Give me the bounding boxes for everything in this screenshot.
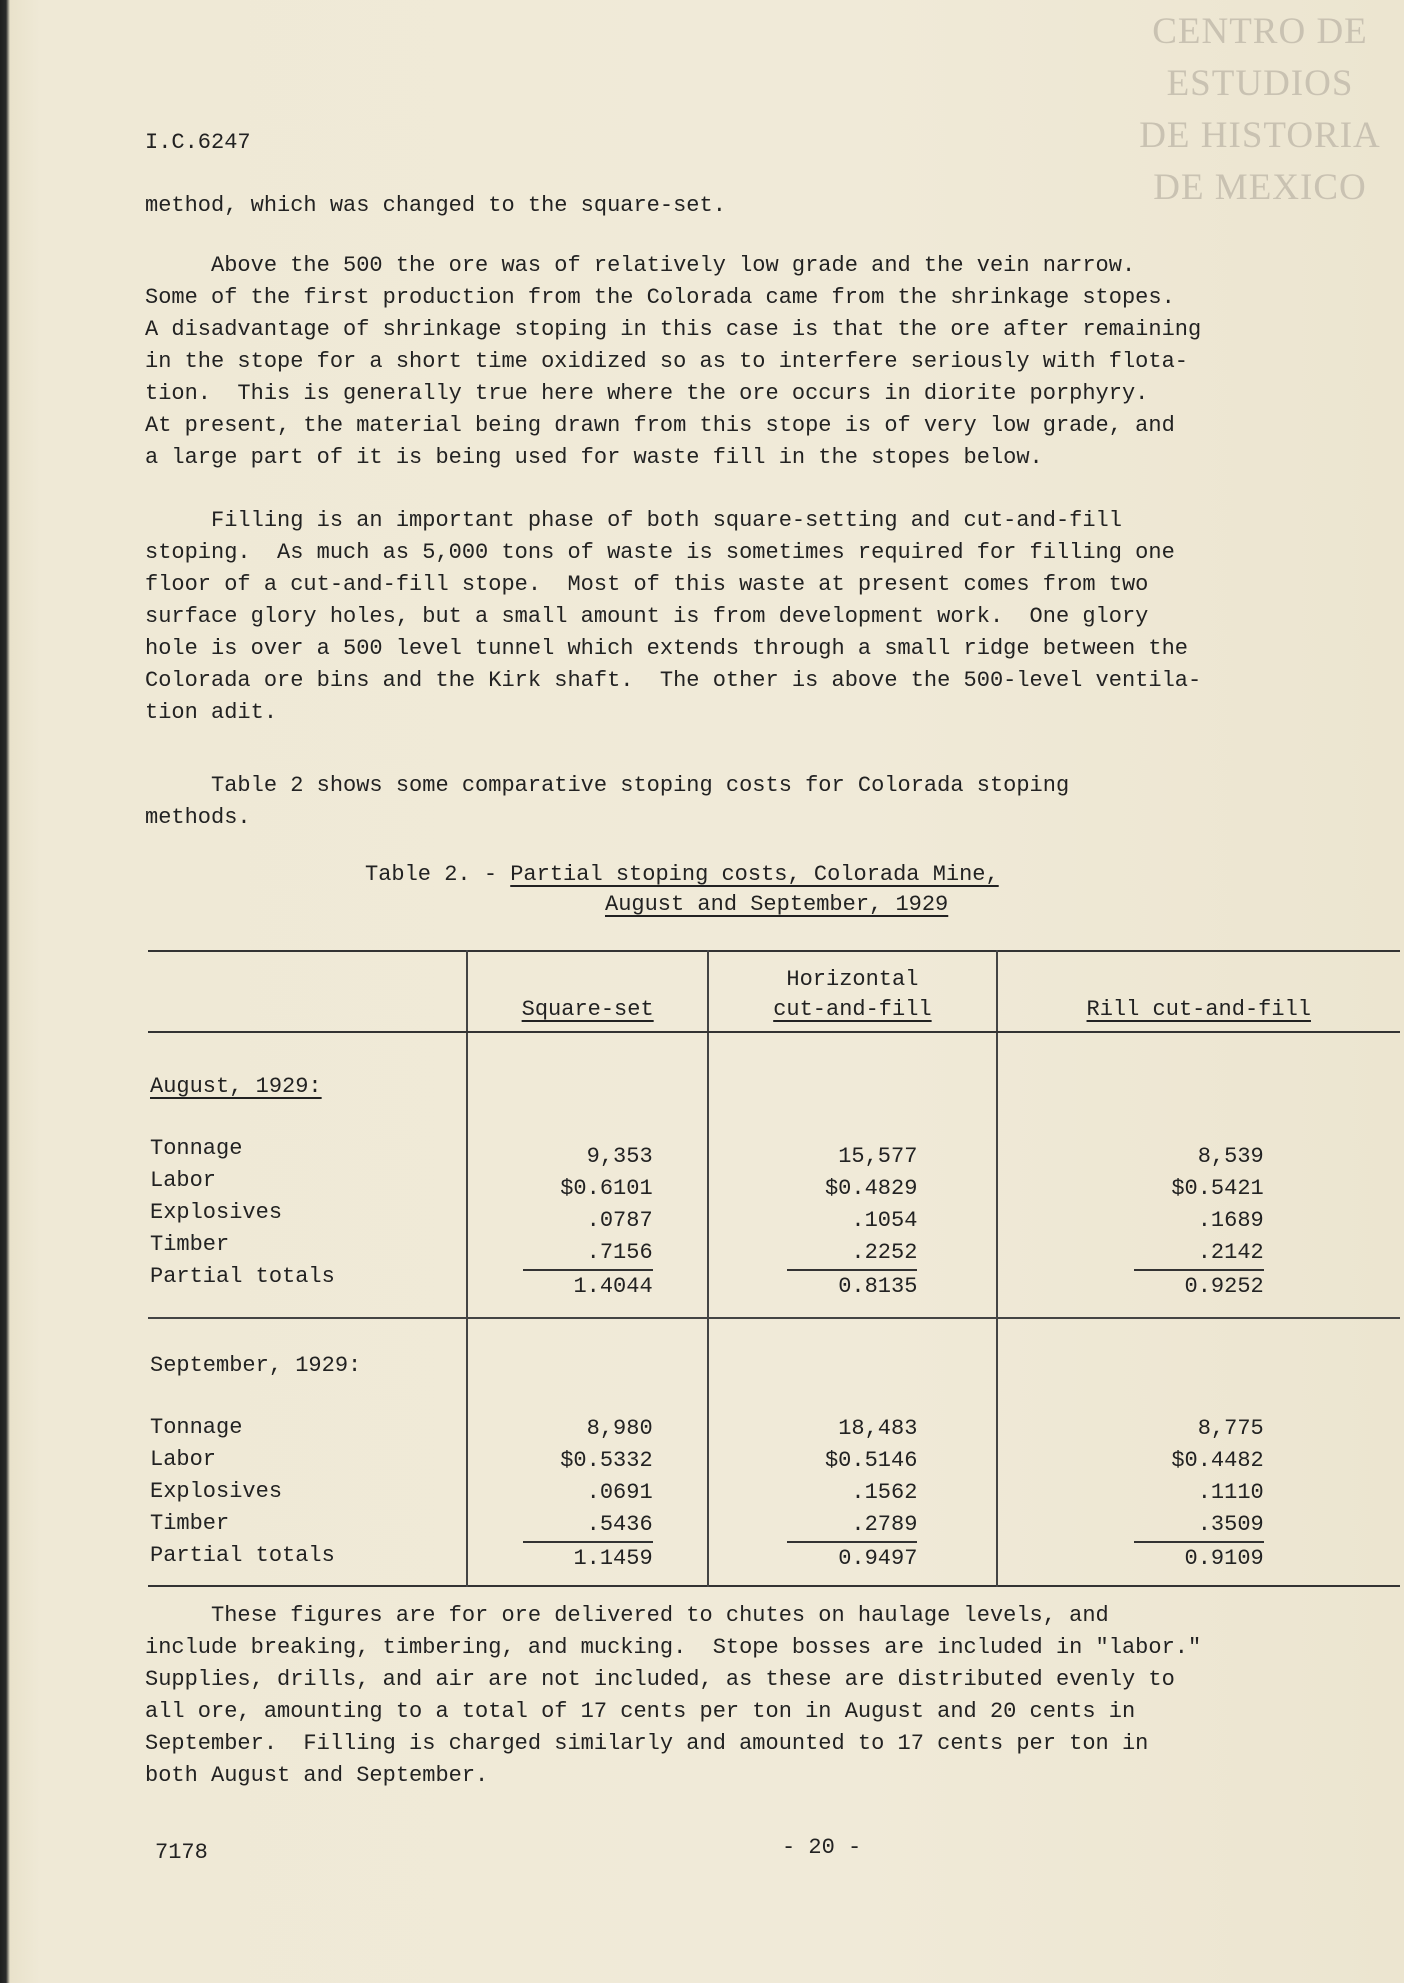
total-value: 1.1459 <box>573 1546 653 1571</box>
value: 15,577 <box>838 1144 918 1169</box>
paragraph-table-intro <box>145 770 1395 834</box>
text-line: all ore, amounting to a total of 17 cents per ton in August and 20 cents in <box>145 1699 1136 1724</box>
text-line: a large part of it is being used for waste fill in the stopes below. <box>145 445 1043 470</box>
value: .3509 <box>1134 1509 1264 1543</box>
text-line: include breaking, timbering, and mucking. Stope bosses are included in "labor." <box>145 1635 1202 1660</box>
month-label: August, 1929: <box>150 1074 322 1099</box>
series-number: 7178 <box>155 1840 208 1865</box>
watermark-line: DE MEXICO <box>1153 167 1367 208</box>
row-label: Partial totals <box>150 1264 335 1289</box>
stoping-costs-table <box>148 950 1400 1587</box>
text-line: These figures are for ore delivered to chutes on haulage levels, and <box>145 1603 1109 1628</box>
watermark-line: DE HISTORIA <box>1139 115 1381 156</box>
value: 9,353 <box>586 1144 653 1169</box>
value: $0.5332 <box>560 1448 653 1473</box>
value: 8,980 <box>586 1416 653 1441</box>
cell-horizontal <box>708 1318 996 1586</box>
table-row-september <box>148 1318 1400 1586</box>
header-blank <box>148 951 467 1032</box>
value: $0.5146 <box>824 1448 918 1473</box>
text-line: Above the 500 the ore was of relatively low grade and the vein narrow. <box>145 253 1136 278</box>
header-square-set: Square-set <box>467 951 708 1032</box>
row-labels <box>148 1318 467 1586</box>
value: 8,775 <box>1197 1416 1264 1441</box>
total-value: 0.9497 <box>838 1546 918 1571</box>
month-label: September, 1929: <box>150 1353 362 1378</box>
row-labels <box>148 1032 467 1318</box>
row-label: Tonnage <box>150 1415 243 1440</box>
value: .7156 <box>523 1237 653 1271</box>
cell-square-set <box>467 1318 708 1586</box>
text-line: Table 2 shows some comparative stoping costs for Colorada stoping <box>145 773 1070 798</box>
paragraph-shrinkage-stoping <box>145 250 1395 474</box>
value: $0.5421 <box>1171 1176 1264 1201</box>
text-line: Colorada ore bins and the Kirk shaft. The other is above the 500-level ventila- <box>145 668 1202 693</box>
text-line: Filling is an important phase of both square-setting and cut-and-fill <box>145 508 1122 533</box>
value: $0.6101 <box>560 1176 653 1201</box>
value: .1110 <box>1197 1480 1264 1505</box>
text-line: hole is over a 500 level tunnel which extends through a small ridge between the <box>145 636 1188 661</box>
paragraph-filling <box>145 505 1395 729</box>
text-line: method, which was changed to the square-set. <box>145 193 726 218</box>
watermark-line: CENTRO DE <box>1152 11 1368 52</box>
value: .5436 <box>523 1509 653 1543</box>
value: .0787 <box>586 1208 653 1233</box>
caption-subtitle: August and September, 1929 <box>605 892 949 917</box>
value: $0.4482 <box>1171 1448 1264 1473</box>
total-value: 0.9109 <box>1184 1546 1264 1571</box>
text-line: tion. This is generally true here where the ore occurs in diorite porphyry. <box>145 381 1149 406</box>
total-value: 1.4044 <box>573 1274 653 1299</box>
value: 18,483 <box>838 1416 918 1441</box>
text-line: floor of a cut-and-fill stope. Most of this waste at present comes from two <box>145 572 1149 597</box>
row-label: Timber <box>150 1232 230 1257</box>
text-line: A disadvantage of shrinkage stoping in this case is that the ore after remaining <box>145 317 1202 342</box>
text-line: surface glory holes, but a small amount is from development work. One glory <box>145 604 1149 629</box>
table-header-row <box>148 951 1400 1032</box>
row-label: Tonnage <box>150 1136 243 1161</box>
text-line: methods. <box>145 805 251 830</box>
cell-square-set <box>467 1032 708 1318</box>
value: .2252 <box>787 1237 917 1271</box>
text-line: in the stope for a short time oxidized so as to interfere seriously with flota- <box>145 349 1188 374</box>
value: .0691 <box>586 1480 653 1505</box>
table-row-august <box>148 1032 1400 1318</box>
value: $0.4829 <box>824 1176 918 1201</box>
paragraph-continuation <box>145 190 1395 222</box>
paragraph-figure-notes <box>145 1600 1395 1792</box>
page-number: - 20 - <box>782 1835 862 1860</box>
row-label: Timber <box>150 1511 230 1536</box>
row-label: Partial totals <box>150 1543 335 1568</box>
text-line: both August and September. <box>145 1763 489 1788</box>
text-line: September. Filling is charged similarly and amounted to 17 cents per ton in <box>145 1731 1149 1756</box>
archive-watermark <box>1125 6 1395 214</box>
row-label: Labor <box>150 1168 217 1193</box>
row-label: Explosives <box>150 1479 283 1504</box>
row-label: Explosives <box>150 1200 283 1225</box>
row-label: Labor <box>150 1447 217 1472</box>
value: 8,539 <box>1197 1144 1264 1169</box>
table-caption <box>365 860 999 920</box>
caption-title: Partial stoping costs, Colorada Mine, <box>510 862 999 887</box>
text-line: Some of the first production from the Colorada came from the shrinkage stopes. <box>145 285 1175 310</box>
header-rill: Rill cut-and-fill <box>997 951 1401 1032</box>
caption-prefix: Table 2. - <box>365 862 511 887</box>
cell-rill <box>997 1318 1401 1586</box>
watermark-line: ESTUDIOS <box>1166 63 1354 104</box>
value: .1689 <box>1197 1208 1264 1233</box>
cell-horizontal <box>708 1032 996 1318</box>
text-line: Supplies, drills, and air are not included, as these are distributed evenly to <box>145 1667 1175 1692</box>
header-horizontal: Horizontal cut-and-fill <box>708 951 996 1032</box>
cell-rill <box>997 1032 1401 1318</box>
value: .1054 <box>851 1208 918 1233</box>
report-reference: I.C.6247 <box>145 130 251 155</box>
value: .2789 <box>787 1509 917 1543</box>
text-line: tion adit. <box>145 700 278 725</box>
total-value: 0.8135 <box>838 1274 918 1299</box>
text-line: At present, the material being drawn from this stope is of very low grade, and <box>145 413 1175 438</box>
value: .2142 <box>1134 1237 1264 1271</box>
text-line: stoping. As much as 5,000 tons of waste is sometimes required for filling one <box>145 540 1175 565</box>
total-value: 0.9252 <box>1184 1274 1264 1299</box>
value: .1562 <box>851 1480 918 1505</box>
